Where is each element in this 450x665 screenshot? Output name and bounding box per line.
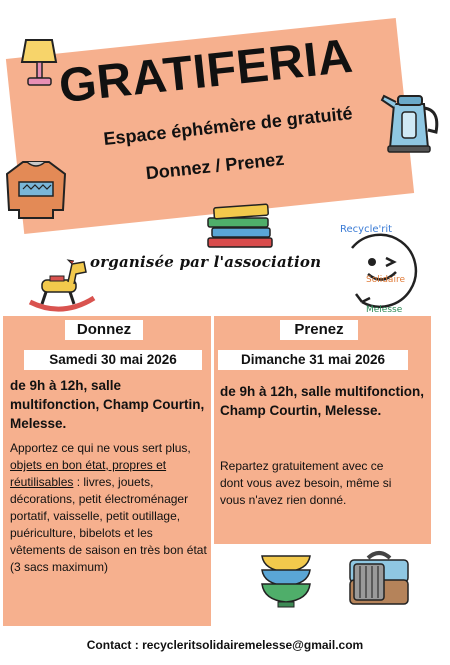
lamp-icon <box>18 38 62 90</box>
logo-word-2: Solidaire <box>366 275 405 285</box>
sweater-icon <box>3 156 69 222</box>
prenez-heading: Prenez <box>280 320 358 340</box>
logo-word-1: Recycle'rit <box>340 224 393 235</box>
donnez-date: Samedi 30 mai 2026 <box>24 350 202 370</box>
contact-line: Contact : recycleritsolidairemelesse@gmail.com <box>86 638 364 652</box>
donnez-heading: Donnez <box>65 320 143 340</box>
organised-by-text: organisée par l'association <box>90 253 322 271</box>
donnez-place: de 9h à 12h, salle multifonction, Champ Courtin, Melesse. <box>10 378 205 431</box>
subtitle-line-1: Espace éphémère de gratuité <box>102 102 354 150</box>
donnez-panel <box>3 316 211 626</box>
prenez-panel <box>214 316 431 544</box>
rocking-horse-icon <box>28 258 96 316</box>
page-title: GRATIFERIA <box>56 29 356 114</box>
books-icon <box>204 200 276 250</box>
bowls-icon <box>258 548 314 610</box>
donnez-desc-after: : livres, jouets, décorations, petit électroménager portatif, vaisselle, petit outillage, puériculture, bibelots et les vêtements de saison en très bon état (3 sacs maximum) <box>10 475 207 574</box>
donnez-description <box>10 440 208 576</box>
subtitle-line-2: Donnez / Prenez <box>144 148 286 184</box>
donnez-desc-before: Apportez ce qui ne vous sert plus, <box>10 441 191 455</box>
prenez-place: de 9h à 12h, salle multifonction, Champ Courtin, Melesse. <box>220 384 425 418</box>
kettle-icon <box>380 86 444 156</box>
association-logo <box>332 218 432 316</box>
pet-carrier-icon <box>346 548 412 610</box>
prenez-date: Dimanche 31 mai 2026 <box>218 350 408 370</box>
logo-word-3: Melesse <box>366 305 403 315</box>
donnez-desc-underlined: objets en bon état, propres et réutilisables <box>10 458 167 489</box>
prenez-description: Repartez gratuitement avec ce dont vous avez besoin, même si vous n'avez rien donné. <box>220 459 392 507</box>
